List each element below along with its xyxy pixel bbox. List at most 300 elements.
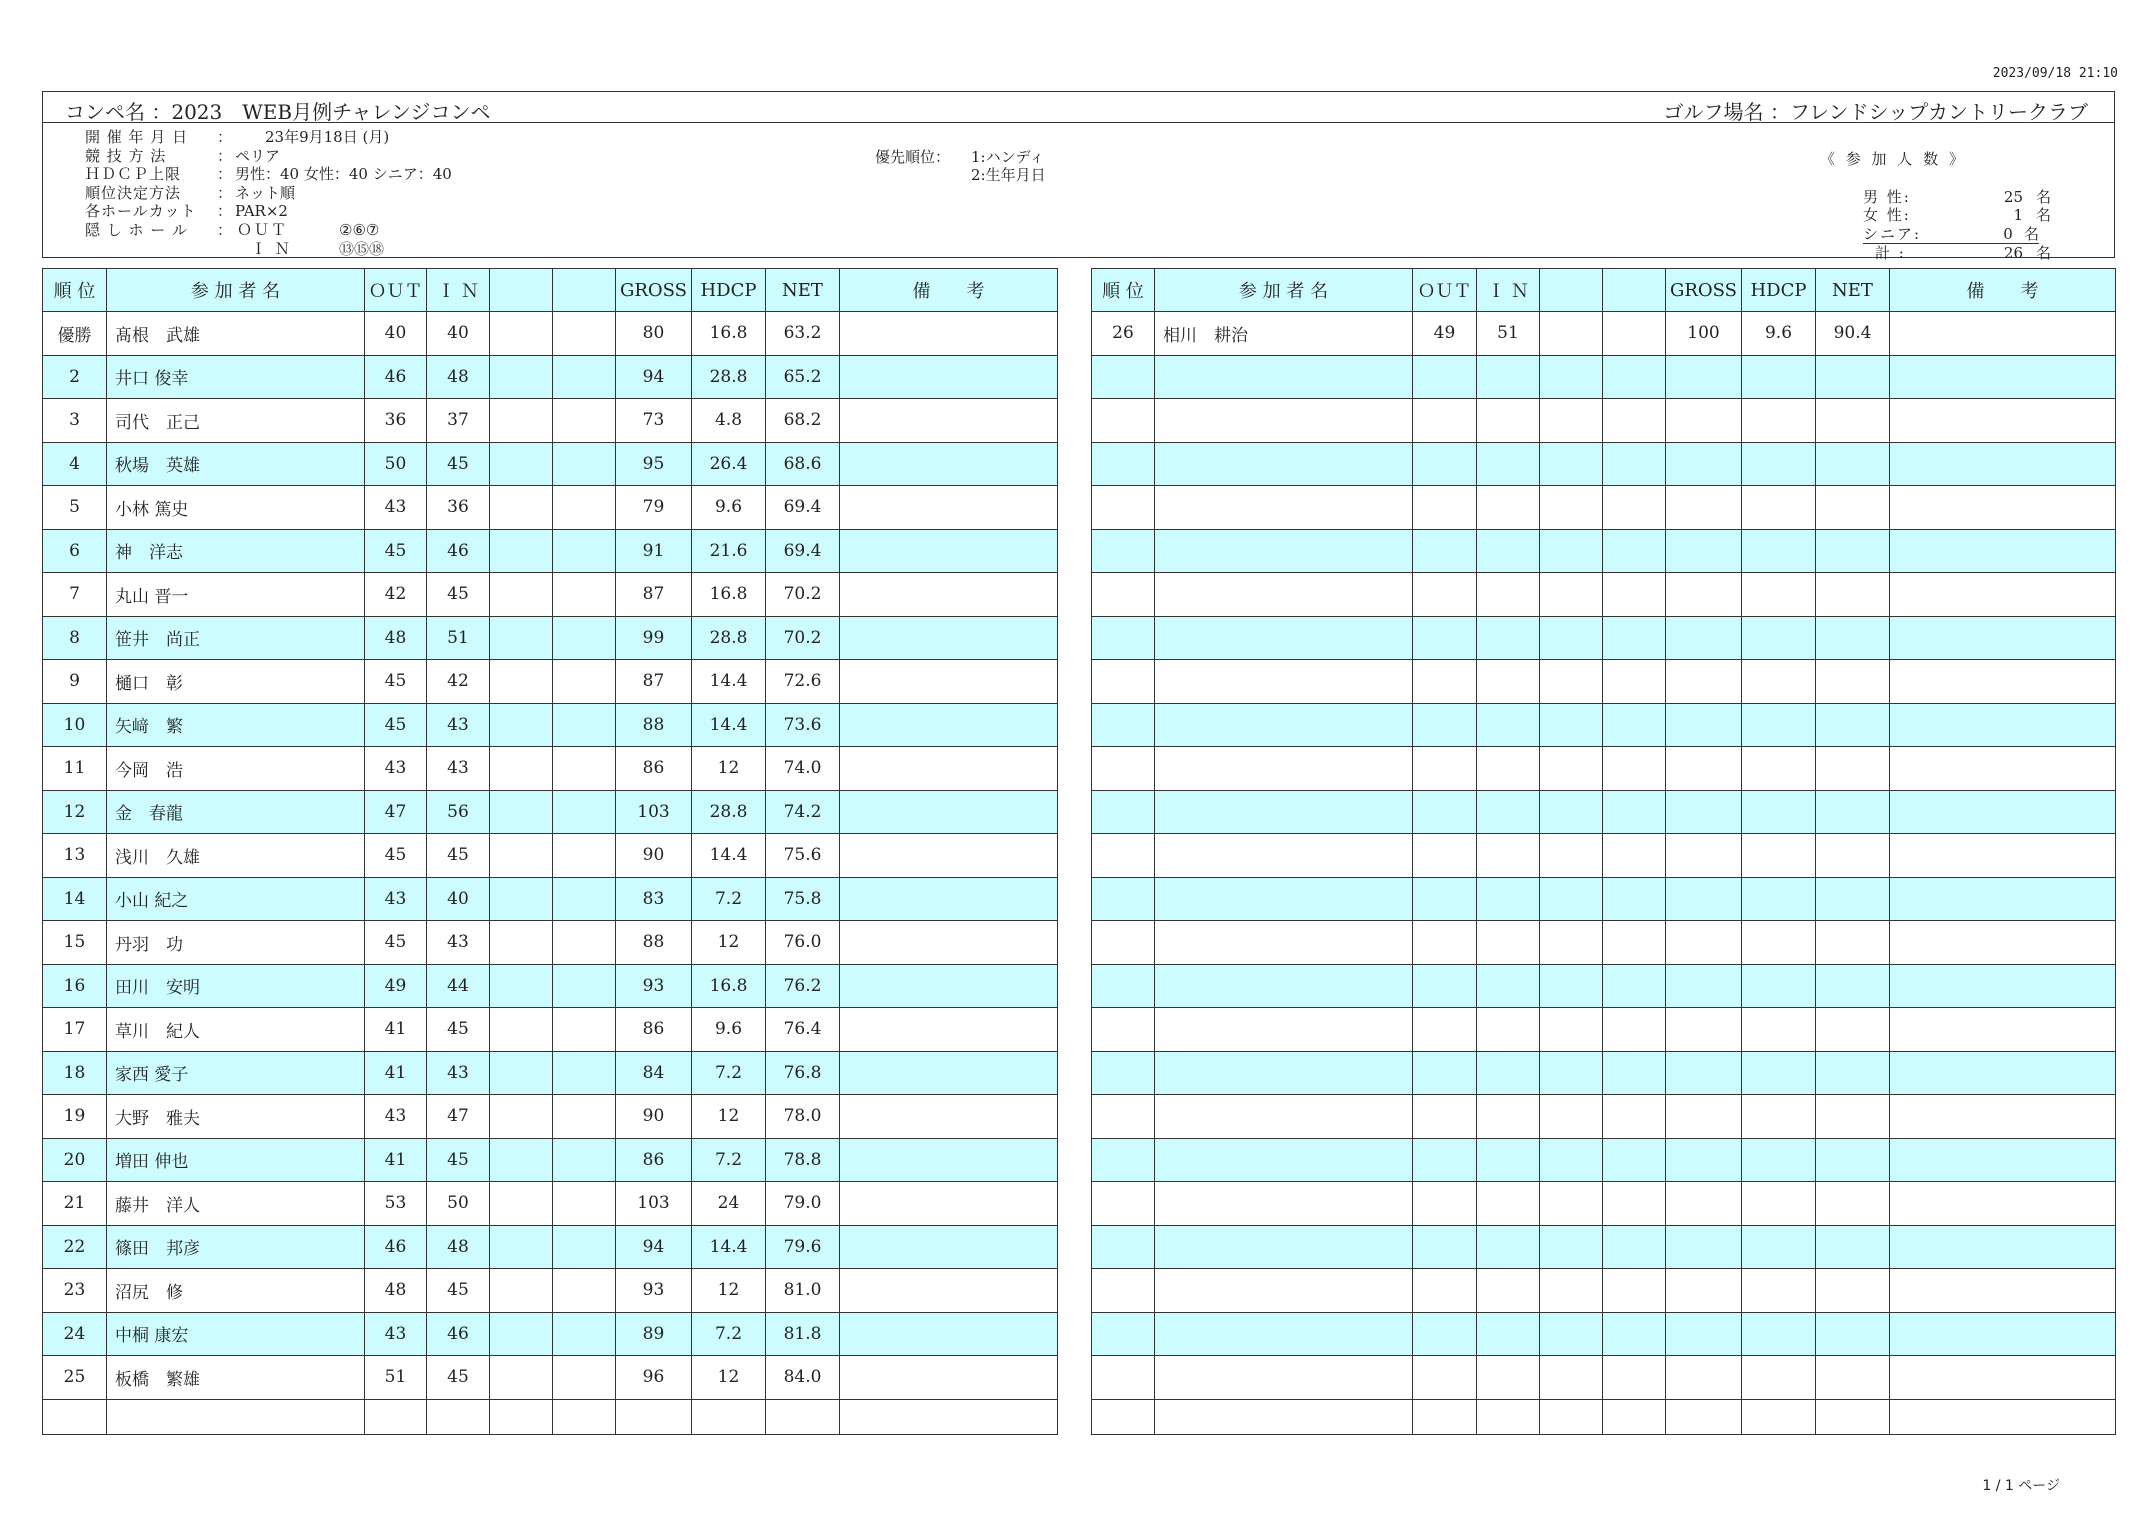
cell-empty — [1413, 399, 1477, 443]
cell-gross: 88 — [616, 703, 692, 747]
info-colon: ： — [217, 146, 233, 165]
hidden-in — [235, 240, 384, 259]
cell-hdcp: 14.4 — [692, 834, 766, 878]
cell-empty — [1742, 1051, 1816, 1095]
cell-empty — [840, 964, 1058, 1008]
table-row — [1092, 529, 2116, 573]
cell-empty — [553, 834, 616, 878]
cell-empty — [1816, 747, 1890, 791]
table-row — [43, 616, 1058, 660]
cell-gross: 89 — [616, 1312, 692, 1356]
hidden-out-label: ＯＵＴ — [237, 220, 289, 239]
cell-empty — [1155, 486, 1413, 530]
cell-empty — [1092, 1356, 1155, 1400]
cell-empty — [1742, 442, 1816, 486]
cell-net: 70.2 — [766, 616, 840, 660]
cell-empty — [553, 790, 616, 834]
col-hdcp: HDCP — [692, 269, 766, 312]
col-rank: 順 位 — [43, 269, 107, 312]
cell-empty — [1413, 790, 1477, 834]
cell-empty — [1155, 1225, 1413, 1269]
cell-net: 81.0 — [766, 1269, 840, 1313]
cell-empty — [1603, 964, 1666, 1008]
table-row — [43, 1225, 1058, 1269]
cell-rank: 13 — [43, 834, 107, 878]
table-row — [43, 529, 1058, 573]
table-row — [1092, 1312, 2116, 1356]
cell-gross: 84 — [616, 1051, 692, 1095]
cell-empty — [1477, 1356, 1540, 1400]
cell-empty — [1890, 1182, 2116, 1226]
cell-empty — [1540, 1008, 1603, 1052]
cell-empty — [1413, 1182, 1477, 1226]
cell-in: 46 — [427, 1312, 490, 1356]
cell-empty — [1603, 312, 1666, 356]
cell-hdcp: 7.2 — [692, 1138, 766, 1182]
cell-gross: 100 — [1666, 312, 1742, 356]
cell-empty — [1816, 964, 1890, 1008]
cell-empty — [1816, 1008, 1890, 1052]
cell-name: 髙根 武雄 — [107, 312, 365, 356]
table-row — [1092, 1138, 2116, 1182]
cell-out: 51 — [365, 1356, 427, 1400]
cell-empty — [1477, 1312, 1540, 1356]
cell-out: 45 — [365, 834, 427, 878]
cell-empty — [490, 1312, 553, 1356]
cell-empty — [1413, 442, 1477, 486]
info-cut-row — [85, 202, 452, 221]
cell-empty — [1540, 355, 1603, 399]
cell-net: 70.2 — [766, 573, 840, 617]
cell-in: 51 — [1477, 312, 1540, 356]
cell-empty — [1666, 1269, 1742, 1313]
cell-empty — [1413, 1138, 1477, 1182]
cell-empty — [1666, 660, 1742, 704]
cell-empty — [1540, 834, 1603, 878]
cell-empty — [1890, 1051, 2116, 1095]
cell-hdcp: 14.4 — [692, 660, 766, 704]
cell-empty — [490, 1095, 553, 1139]
cell-empty — [553, 747, 616, 791]
cell-name: 矢﨑 繁 — [107, 703, 365, 747]
cell-empty — [1092, 921, 1155, 965]
cell-empty — [1666, 529, 1742, 573]
cell-empty — [1666, 703, 1742, 747]
cell-empty — [1540, 1051, 1603, 1095]
cell-name: 井口 俊幸 — [107, 355, 365, 399]
cell-empty — [1413, 1008, 1477, 1052]
cell-empty — [1816, 1312, 1890, 1356]
table-row — [1092, 1399, 2116, 1434]
cell-rank: 15 — [43, 921, 107, 965]
cell-empty — [840, 1095, 1058, 1139]
cell-empty — [840, 921, 1058, 965]
table-row — [1092, 1356, 2116, 1400]
cell-out: 49 — [1413, 312, 1477, 356]
cell-in: 45 — [427, 834, 490, 878]
cell-empty — [1603, 616, 1666, 660]
table-header-row — [1092, 269, 2116, 312]
cell-empty — [1477, 834, 1540, 878]
cell-out: 46 — [365, 355, 427, 399]
cell-empty — [1666, 1312, 1742, 1356]
cell-hdcp: 16.8 — [692, 312, 766, 356]
info-colon: ： — [217, 165, 233, 184]
cell-empty — [1413, 747, 1477, 791]
cell-rank: 11 — [43, 747, 107, 791]
cell-empty — [1413, 1225, 1477, 1269]
table-row — [1092, 442, 2116, 486]
col-blank — [490, 269, 553, 312]
col-blank — [1603, 269, 1666, 312]
cell-rank: 16 — [43, 964, 107, 1008]
cell-net: 76.4 — [766, 1008, 840, 1052]
cell-empty — [553, 921, 616, 965]
col-out: ＯＵＴ — [365, 269, 427, 312]
cell-in: 48 — [427, 1225, 490, 1269]
cell-empty — [1155, 573, 1413, 617]
info-method-value: ペリア — [235, 146, 281, 165]
cell-empty — [840, 703, 1058, 747]
cell-hdcp: 14.4 — [692, 1225, 766, 1269]
cell-empty — [1413, 1399, 1477, 1434]
cell-out: 53 — [365, 1182, 427, 1226]
cell-name: 浅川 久雄 — [107, 834, 365, 878]
cell-empty — [1666, 790, 1742, 834]
cell-empty — [1666, 1225, 1742, 1269]
cell-net: 65.2 — [766, 355, 840, 399]
cell-empty — [1742, 1356, 1816, 1400]
cell-empty — [1540, 1312, 1603, 1356]
cell-empty — [1540, 529, 1603, 573]
cell-empty — [1413, 921, 1477, 965]
cell-empty — [553, 1095, 616, 1139]
cell-in: 45 — [427, 1008, 490, 1052]
cell-empty — [1413, 877, 1477, 921]
cell-empty — [1666, 747, 1742, 791]
cell-empty — [1666, 877, 1742, 921]
cell-net: 74.0 — [766, 747, 840, 791]
cell-empty — [1477, 529, 1540, 573]
cell-out: 43 — [365, 1095, 427, 1139]
info-hdcp-row — [85, 165, 452, 184]
cell-name: 小山 紀之 — [107, 877, 365, 921]
table-row — [1092, 312, 2116, 356]
cell-name: 大野 雅夫 — [107, 1095, 365, 1139]
cell-name: 藤井 洋人 — [107, 1182, 365, 1226]
cell-empty — [1890, 660, 2116, 704]
cell-gross: 94 — [616, 355, 692, 399]
cell-hdcp: 16.8 — [692, 964, 766, 1008]
cell-net: 79.6 — [766, 1225, 840, 1269]
cell-hdcp: 7.2 — [692, 1051, 766, 1095]
cell-empty — [1603, 660, 1666, 704]
cell-gross: 91 — [616, 529, 692, 573]
cell-net: 75.8 — [766, 877, 840, 921]
cell-hdcp: 9.6 — [692, 1008, 766, 1052]
cell-net: 79.0 — [766, 1182, 840, 1226]
cell-empty — [43, 1399, 107, 1434]
cell-empty — [1413, 529, 1477, 573]
cell-empty — [1092, 790, 1155, 834]
table-row — [43, 1399, 1058, 1434]
cell-empty — [1742, 1138, 1816, 1182]
info-cut-label: 各ホールカット — [85, 202, 197, 221]
cell-empty — [840, 1399, 1058, 1434]
cell-out: 45 — [365, 703, 427, 747]
cell-out: 43 — [365, 486, 427, 530]
cell-empty — [1092, 660, 1155, 704]
table-row — [43, 790, 1058, 834]
col-net: NET — [766, 269, 840, 312]
cell-empty — [1092, 1051, 1155, 1095]
cell-empty — [1816, 1182, 1890, 1226]
cell-empty — [840, 877, 1058, 921]
cell-empty — [1155, 834, 1413, 878]
cell-empty — [490, 877, 553, 921]
hidden-in-label: Ｉ Ｎ — [251, 239, 292, 258]
info-hdcp-value: 男性：40 女性：40 シニア：40 — [235, 165, 452, 184]
cell-empty — [1092, 616, 1155, 660]
priority-item-2: 2:生年月日 — [971, 166, 1046, 184]
cell-out: 50 — [365, 442, 427, 486]
cell-gross: 87 — [616, 660, 692, 704]
cell-empty — [1477, 660, 1540, 704]
table-header-row — [43, 269, 1058, 312]
cell-hdcp: 12 — [692, 1269, 766, 1313]
table-row — [1092, 660, 2116, 704]
cell-empty — [840, 1138, 1058, 1182]
cell-empty — [1603, 834, 1666, 878]
cell-empty — [1816, 1356, 1890, 1400]
cell-empty — [365, 1399, 427, 1434]
info-hidden-out-row — [85, 221, 452, 240]
cell-empty — [490, 660, 553, 704]
cell-empty — [1816, 877, 1890, 921]
cell-empty — [1742, 1182, 1816, 1226]
cell-hdcp: 12 — [692, 747, 766, 791]
cell-net: 76.0 — [766, 921, 840, 965]
cell-empty — [427, 1399, 490, 1434]
info-date-value: 23年9月18日 (月) — [235, 128, 390, 146]
cell-out: 41 — [365, 1008, 427, 1052]
cell-empty — [1155, 1138, 1413, 1182]
cell-gross: 86 — [616, 1008, 692, 1052]
cell-empty — [1477, 1182, 1540, 1226]
cell-empty — [1413, 703, 1477, 747]
page-indicator: 1 / 1 ページ — [1982, 1478, 2060, 1494]
cell-empty — [1603, 486, 1666, 530]
table-row — [43, 964, 1058, 1008]
cell-empty — [1540, 790, 1603, 834]
cell-empty — [1666, 355, 1742, 399]
table-row — [1092, 573, 2116, 617]
info-cut-value: PAR×2 — [235, 202, 288, 221]
cell-empty — [1155, 747, 1413, 791]
table-row — [1092, 1008, 2116, 1052]
cell-empty — [1477, 1225, 1540, 1269]
cell-in: 51 — [427, 616, 490, 660]
cell-empty — [1742, 1269, 1816, 1313]
cell-empty — [1742, 573, 1816, 617]
cell-empty — [107, 1399, 365, 1434]
info-rank-label: 順位決定方法 — [85, 183, 182, 202]
cell-rank: 5 — [43, 486, 107, 530]
cell-net: 90.4 — [1816, 312, 1890, 356]
table-row — [1092, 1225, 2116, 1269]
cell-empty — [1603, 1225, 1666, 1269]
cell-empty — [1155, 964, 1413, 1008]
cell-empty — [490, 1269, 553, 1313]
table-row — [1092, 964, 2116, 1008]
cell-out: 36 — [365, 399, 427, 443]
cell-net: 69.4 — [766, 529, 840, 573]
cell-out: 48 — [365, 1269, 427, 1313]
cell-empty — [1890, 1095, 2116, 1139]
cell-empty — [490, 1356, 553, 1400]
count-unit: 名 — [2035, 206, 2051, 225]
cell-hdcp: 4.8 — [692, 399, 766, 443]
cell-empty — [1155, 1008, 1413, 1052]
cell-empty — [1666, 1356, 1742, 1400]
cell-empty — [1890, 1225, 2116, 1269]
table-row — [43, 312, 1058, 356]
cell-empty — [1477, 1138, 1540, 1182]
table-row — [43, 1312, 1058, 1356]
cell-gross: 99 — [616, 616, 692, 660]
table-row — [43, 660, 1058, 704]
cell-empty — [1603, 1356, 1666, 1400]
cell-empty — [1742, 747, 1816, 791]
cell-name: 草川 紀人 — [107, 1008, 365, 1052]
cell-empty — [1092, 399, 1155, 443]
cell-gross: 94 — [616, 1225, 692, 1269]
cell-rank: 22 — [43, 1225, 107, 1269]
cell-empty — [553, 660, 616, 704]
cell-name: 丹羽 功 — [107, 921, 365, 965]
cell-hdcp: 12 — [692, 1095, 766, 1139]
cell-empty — [1413, 573, 1477, 617]
table-row — [1092, 703, 2116, 747]
cell-empty — [1603, 1312, 1666, 1356]
cell-empty — [553, 1399, 616, 1434]
cell-name: 沼尻 修 — [107, 1269, 365, 1313]
cell-empty — [490, 616, 553, 660]
cell-empty — [766, 1399, 840, 1434]
cell-empty — [1413, 1356, 1477, 1400]
cell-empty — [840, 616, 1058, 660]
cell-empty — [1603, 1095, 1666, 1139]
cell-empty — [1742, 660, 1816, 704]
table-row — [43, 834, 1058, 878]
cell-empty — [840, 529, 1058, 573]
cell-empty — [1540, 1095, 1603, 1139]
cell-empty — [1540, 312, 1603, 356]
cell-empty — [1816, 442, 1890, 486]
female-count: 1 — [2013, 206, 2023, 225]
cell-empty — [553, 1008, 616, 1052]
info-hidden-in-row — [85, 240, 452, 259]
cell-empty — [1666, 1399, 1742, 1434]
cell-empty — [1603, 1269, 1666, 1313]
cell-empty — [1155, 1312, 1413, 1356]
cell-empty — [553, 529, 616, 573]
cell-net: 78.0 — [766, 1095, 840, 1139]
cell-empty — [840, 1182, 1058, 1226]
cell-empty — [1092, 573, 1155, 617]
cell-empty — [1413, 616, 1477, 660]
cell-empty — [840, 486, 1058, 530]
info-colon: ： — [217, 220, 233, 239]
info-colon: ： — [217, 128, 233, 146]
cell-empty — [1742, 529, 1816, 573]
cell-empty — [1540, 1138, 1603, 1182]
cell-gross: 95 — [616, 442, 692, 486]
cell-empty — [1092, 747, 1155, 791]
cell-empty — [1666, 442, 1742, 486]
cell-empty — [1603, 790, 1666, 834]
cell-out: 40 — [365, 312, 427, 356]
cell-empty — [1742, 1095, 1816, 1139]
cell-name: 今岡 浩 — [107, 747, 365, 791]
cell-empty — [1666, 1182, 1742, 1226]
cell-in: 45 — [427, 442, 490, 486]
cell-net: 84.0 — [766, 1356, 840, 1400]
cell-empty — [1742, 1399, 1816, 1434]
cell-hdcp: 28.8 — [692, 355, 766, 399]
cell-empty — [1890, 442, 2116, 486]
cell-empty — [1155, 399, 1413, 443]
info-date-label: 開 催 年 月 日 — [85, 128, 189, 146]
cell-in: 42 — [427, 660, 490, 704]
cell-empty — [1890, 616, 2116, 660]
table-row — [1092, 747, 2116, 791]
cell-gross: 90 — [616, 834, 692, 878]
cell-empty — [553, 312, 616, 356]
cell-empty — [1477, 1008, 1540, 1052]
cell-empty — [490, 964, 553, 1008]
cell-empty — [553, 486, 616, 530]
cell-empty — [553, 877, 616, 921]
cell-in: 44 — [427, 964, 490, 1008]
cell-net: 63.2 — [766, 312, 840, 356]
cell-name: 板橋 繁雄 — [107, 1356, 365, 1400]
count-unit: 名 — [2024, 224, 2040, 243]
cell-empty — [1092, 486, 1155, 530]
cell-empty — [1155, 1356, 1413, 1400]
cell-in: 43 — [427, 1051, 490, 1095]
cell-empty — [840, 834, 1058, 878]
cell-rank: 10 — [43, 703, 107, 747]
cell-empty — [553, 703, 616, 747]
cell-net: 81.8 — [766, 1312, 840, 1356]
cell-empty — [1666, 964, 1742, 1008]
cell-empty — [490, 703, 553, 747]
table-row — [43, 1269, 1058, 1313]
cell-in: 50 — [427, 1182, 490, 1226]
cell-empty — [1092, 355, 1155, 399]
cell-empty — [840, 1008, 1058, 1052]
cell-empty — [1742, 964, 1816, 1008]
cell-name: 相川 耕治 — [1155, 312, 1413, 356]
cell-net: 68.6 — [766, 442, 840, 486]
cell-empty — [553, 399, 616, 443]
cell-empty — [1477, 355, 1540, 399]
cell-empty — [1092, 442, 1155, 486]
hidden-in-holes: ⑬⑮⑱ — [339, 239, 385, 258]
cell-empty — [1540, 877, 1603, 921]
cell-empty — [1477, 877, 1540, 921]
